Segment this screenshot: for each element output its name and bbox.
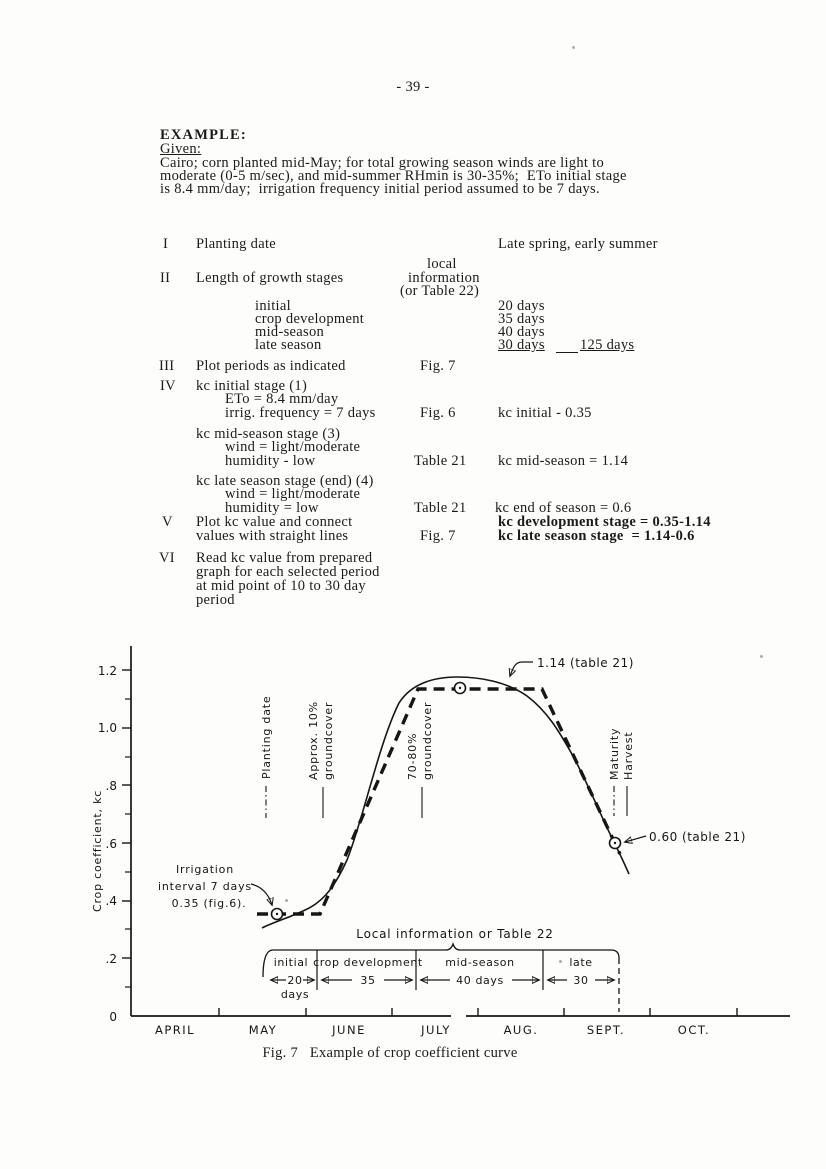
stage-row-development: crop development [255, 311, 365, 327]
step-4-late-result: kc end of season = 0.6 [495, 500, 632, 516]
stage-days-development: 35 days [498, 311, 545, 327]
stage-days-initial-value: 20 [287, 974, 303, 987]
crop-coefficient-chart [0, 628, 826, 1070]
stage-row-late: late season [255, 337, 322, 353]
stage-row-midseason: mid-season [255, 324, 325, 340]
stage-name-midseason: mid-season [445, 956, 515, 969]
stage-name-late: late [569, 956, 593, 969]
stage-days-midseason-value: 40 days [456, 974, 504, 987]
stage-name-development: crop development [313, 956, 423, 969]
stage-row-initial: initial [255, 298, 291, 314]
step-4-mid-source: Table 21 [414, 453, 467, 469]
given-line-1: Cairo; corn planted mid-May; for total growing season winds are light to [160, 155, 605, 171]
step-4-mid-humidity: humidity - low [225, 453, 316, 469]
step-5-line2: values with straight lines [196, 528, 349, 544]
given-line-2: moderate (0-5 m/sec), and mid-summer RHmin is 30-35%; ETo initial stage [160, 168, 627, 184]
scan-speckle [572, 46, 575, 49]
step-2-label: Length of growth stages [196, 270, 344, 286]
month-may: MAY [248, 1023, 278, 1037]
step-3-num: III [159, 358, 175, 374]
step-4-late-source: Table 21 [414, 500, 467, 516]
step-6-line4: period [196, 592, 235, 608]
step-5-result2: kc late season stage = 1.14-0.6 [498, 528, 695, 544]
step-4-mid-wind: wind = light/moderate [225, 439, 361, 455]
approx-groundcover-label-1: Approx. 10% [307, 701, 320, 780]
maturity-label: Maturity [608, 727, 621, 780]
harvest-label: Harvest [622, 731, 635, 780]
step-1-num: I [163, 236, 169, 252]
full-groundcover-label-2: groundcover [421, 701, 434, 780]
month-sept: SEPT. [586, 1023, 626, 1037]
step-5-num: V [162, 514, 173, 530]
step-6-line1: Read kc value from prepared [196, 550, 373, 566]
stage-days-development-value: 35 [360, 974, 376, 987]
scan-speckle [559, 960, 562, 963]
step-4-late-wind: wind = light/moderate [225, 486, 361, 502]
stage-days-midseason: 40 days [498, 324, 545, 340]
example-heading: EXAMPLE: [160, 127, 247, 143]
step-4-initial-title: kc initial stage (1) [196, 378, 308, 394]
month-aug: AUG. [503, 1023, 539, 1037]
total-underline-gap [556, 338, 578, 353]
full-groundcover-label-1: 70-80% [406, 732, 419, 780]
scan-speckle [285, 899, 288, 902]
peak-callout-arrow [510, 662, 533, 676]
given-label: Given: [160, 141, 202, 157]
stage-days-late-value: 30 [573, 974, 589, 987]
step-4-eto: ETo = 8.4 mm/day [225, 391, 339, 407]
page-number: - 39 - [396, 79, 430, 95]
irrigation-callout-line1: Irrigation [176, 863, 234, 876]
stage-name-initial: initial [273, 956, 309, 969]
x-ticks [219, 1008, 737, 1016]
step-3-label: Plot periods as indicated [196, 358, 346, 374]
month-april: APRIL [154, 1023, 196, 1037]
step-5-source: Fig. 7 [420, 528, 456, 544]
approx-groundcover-label-2: groundcover [322, 701, 335, 780]
step-5-line1: Plot kc value and connect [196, 514, 353, 530]
peak-value-callout: 1.14 (table 21) [537, 656, 634, 670]
planting-date-label: Planting date [260, 695, 273, 779]
step-4-late-humidity: humidity = low [225, 500, 319, 516]
stage-days-late: 30 days [498, 337, 545, 353]
step-6-line3: at mid point of 10 to 30 day [196, 578, 366, 594]
step-4-late-title: kc late season stage (end) (4) [196, 473, 374, 489]
stage-bracket-label: Local information or Table 22 [356, 927, 554, 941]
step-3-source: Fig. 7 [420, 358, 456, 374]
irrigation-callout-line2: interval 7 days [158, 880, 252, 893]
step-4-initial-source: Fig. 6 [420, 405, 456, 421]
step-4-irrig-frequency: irrig. frequency = 7 days [225, 405, 376, 421]
stage-days-initial: 20 days [498, 298, 545, 314]
stage-days-initial-unit: days [280, 988, 310, 1001]
y-tick-0: 0 [109, 1010, 117, 1024]
step-1-result: Late spring, early summer [498, 236, 658, 252]
step-6-num: VI [159, 550, 175, 566]
stage-days-total: 125 days [580, 337, 635, 353]
step-1-label: Planting date [196, 236, 277, 252]
y-tick-0-6: .6 [105, 837, 117, 851]
irrigation-callout-line3: 0.35 (fig.6). [171, 897, 247, 910]
y-tick-0-2: .2 [105, 952, 117, 966]
step-6-line2: graph for each selected period [196, 564, 380, 580]
month-june: JUNE [332, 1023, 366, 1037]
given-line-3: is 8.4 mm/day; irrigation frequency initial period assumed to be 7 days. [160, 181, 600, 197]
figure-caption: Fig. 7 Example of crop coefficient curve [262, 1045, 518, 1061]
step-5-result1: kc development stage = 0.35-1.14 [498, 514, 711, 530]
step-2-source-line2: information [408, 270, 480, 286]
y-tick-1-0: 1.0 [97, 721, 117, 735]
step-2-source-line3: (or Table 22) [400, 283, 480, 299]
step-4-mid-title: kc mid-season stage (3) [196, 426, 341, 442]
step-4-num: IV [160, 378, 176, 394]
irrigation-callout-arrow [251, 884, 272, 905]
y-tick-0-8: .8 [105, 779, 117, 793]
step-4-initial-result: kc initial - 0.35 [498, 405, 592, 421]
y-axis-title: Crop coefficient, kc [91, 789, 104, 912]
end-callout-arrow [625, 836, 646, 842]
step-2-source-line1: local [427, 256, 457, 272]
y-tick-1-2: 1.2 [97, 664, 117, 678]
month-oct: OCT. [677, 1023, 711, 1037]
step-4-mid-result: kc mid-season = 1.14 [498, 453, 629, 469]
y-tick-0-4: .4 [105, 894, 117, 908]
scan-speckle [760, 655, 763, 658]
month-july: JULY [421, 1023, 451, 1037]
end-value-callout: 0.60 (table 21) [649, 830, 746, 844]
step-2-num: II [160, 270, 171, 286]
